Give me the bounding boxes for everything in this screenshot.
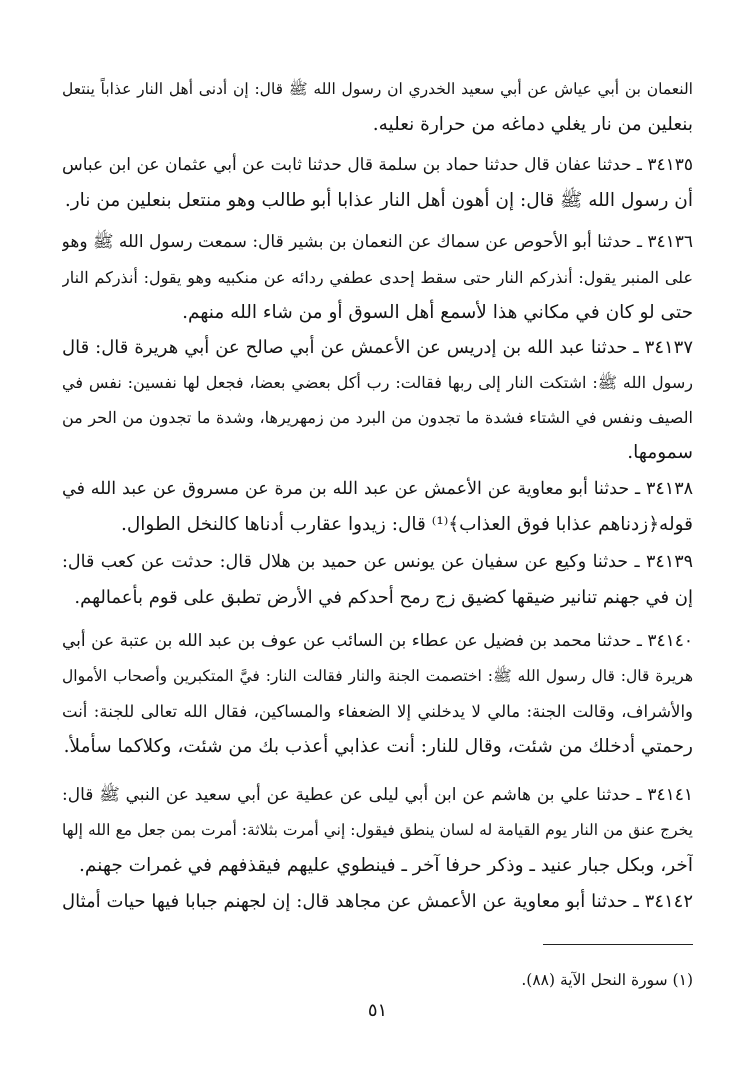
text-line: ٣٤١٣٧ ـ حدثنا عبد الله بن إدريس عن الأعمش عن أبي صالح عن أبي هريرة قال: قال — [62, 337, 693, 358]
text-line: ٣٤١٤١ ـ حدثنا علي بن هاشم عن ابن أبي ليلى عن عطية عن أبي سعيد عن النبي ﷺ قال: — [62, 785, 693, 805]
text-line: ٣٤١٣٨ ـ حدثنا أبو معاوية عن الأعمش عن عبد الله بن مرة عن مسروق عن عبد الله في — [62, 479, 693, 499]
hadith-34142 — [62, 884, 693, 919]
text-line: أن رسول الله ﷺ قال: إن أهون أهل النار عذابا أبو طالب وهو منتعل بنعلين من نار. — [64, 190, 693, 211]
text-line: ٣٤١٤٢ ـ حدثنا أبو معاوية عن الأعمش عن مجاهد قال: إن لجهنم جبابا فيها حيات أمثال — [62, 891, 693, 912]
text-line: رحمتي أدخلك من شئت، وقال للنار: أنت عذابي أعذب بك من شئت، وكلاكما سأملأ. — [63, 736, 693, 757]
paragraph-intro — [62, 72, 693, 142]
text-line: آخر، وبكل جبار عنيد ـ وذكر حرفا آخر ـ فينطوي عليهم فيقذفهم في غمرات جهنم. — [79, 855, 693, 876]
hadith-34135 — [62, 148, 693, 218]
text-line: سمومها. — [627, 442, 693, 463]
hadith-34141 — [62, 778, 693, 883]
hadith-34138 — [62, 472, 693, 542]
text-line: النعمان بن أبي عياش عن أبي سعيد الخدري ان رسول الله ﷺ قال: إن أدنى أهل النار عذاباً ينتعل — [62, 80, 693, 98]
text-line: يخرج عنق من النار يوم القيامة له لسان ينطق فيقول: إني أمرت بثلاثة: أمرت بمن جعل مع الله إلها — [62, 821, 693, 839]
text-line: ٣٤١٤٠ ـ حدثنا محمد بن فضيل عن عطاء بن السائب عن عوف بن عبد الله بن عتبة عن أبي — [62, 631, 693, 651]
footnote-separator — [543, 944, 693, 945]
footnote: (١) سورة النحل الآية (٨٨). — [521, 971, 693, 989]
text-line: إن في جهنم تنانير ضيقها كضيق زج رمح أحدكم في الأرض تطبق على قوم بأعمالهم. — [74, 587, 693, 608]
text-line: والأشراف، وقالت الجنة: مالي لا يدخلني إلا الضعفاء والمساكين، فقال الله تعالى للجنة: أنت — [62, 702, 693, 721]
hadith-34140 — [62, 624, 693, 764]
text-line: على المنبر يقول: أنذركم النار حتى سقط إحدى عطفي ردائه عن منكبيه وهو يقول: أنذركم النار — [62, 268, 693, 287]
text-line: بنعلين من نار يغلي دماغه من حرارة نعليه. — [372, 114, 693, 135]
text-line: حتى لو كان في مكاني هذا لأسمع أهل السوق أو من شاء الله منهم. — [182, 302, 693, 323]
text-line: ٣٤١٣٩ ـ حدثنا وكيع عن سفيان عن يونس عن حميد بن هلال قال: حدثت عن كعب قال: — [62, 552, 693, 572]
text-line: ٣٤١٣٥ ـ حدثنا عفان قال حدثنا حماد بن سلمة قال حدثنا ثابت عن أبي عثمان عن ابن عباس — [62, 155, 693, 175]
hadith-34139 — [62, 545, 693, 615]
page-number: ٥١ — [367, 1000, 388, 1021]
text-line: رسول الله ﷺ: اشتكت النار إلى ربها فقالت: رب أكل بعضي بعضا، فجعل لها نفسين: نفس في — [62, 373, 693, 392]
hadith-34137 — [62, 330, 693, 470]
hadith-34136 — [62, 225, 693, 330]
text-line: الصيف ونفس في الشتاء فشدة ما تجدون من البرد من زمهريرها، وشدة ما تجدون من الحر من — [62, 408, 693, 427]
text-line: قوله﴿زدناهم عذابا فوق العذاب﴾⁽¹⁾ قال: زيدوا عقارب أدناها كالنخل الطوال. — [120, 514, 693, 535]
text-line: هريرة قال: قال رسول الله ﷺ: اختصمت الجنة والنار فقالت النار: فيَّ المتكبرين وأصحاب الأموال — [62, 667, 693, 685]
text-line: ٣٤١٣٦ ـ حدثنا أبو الأحوص عن سماك عن النعمان بن بشير قال: سمعت رسول الله ﷺ وهو — [62, 232, 693, 252]
